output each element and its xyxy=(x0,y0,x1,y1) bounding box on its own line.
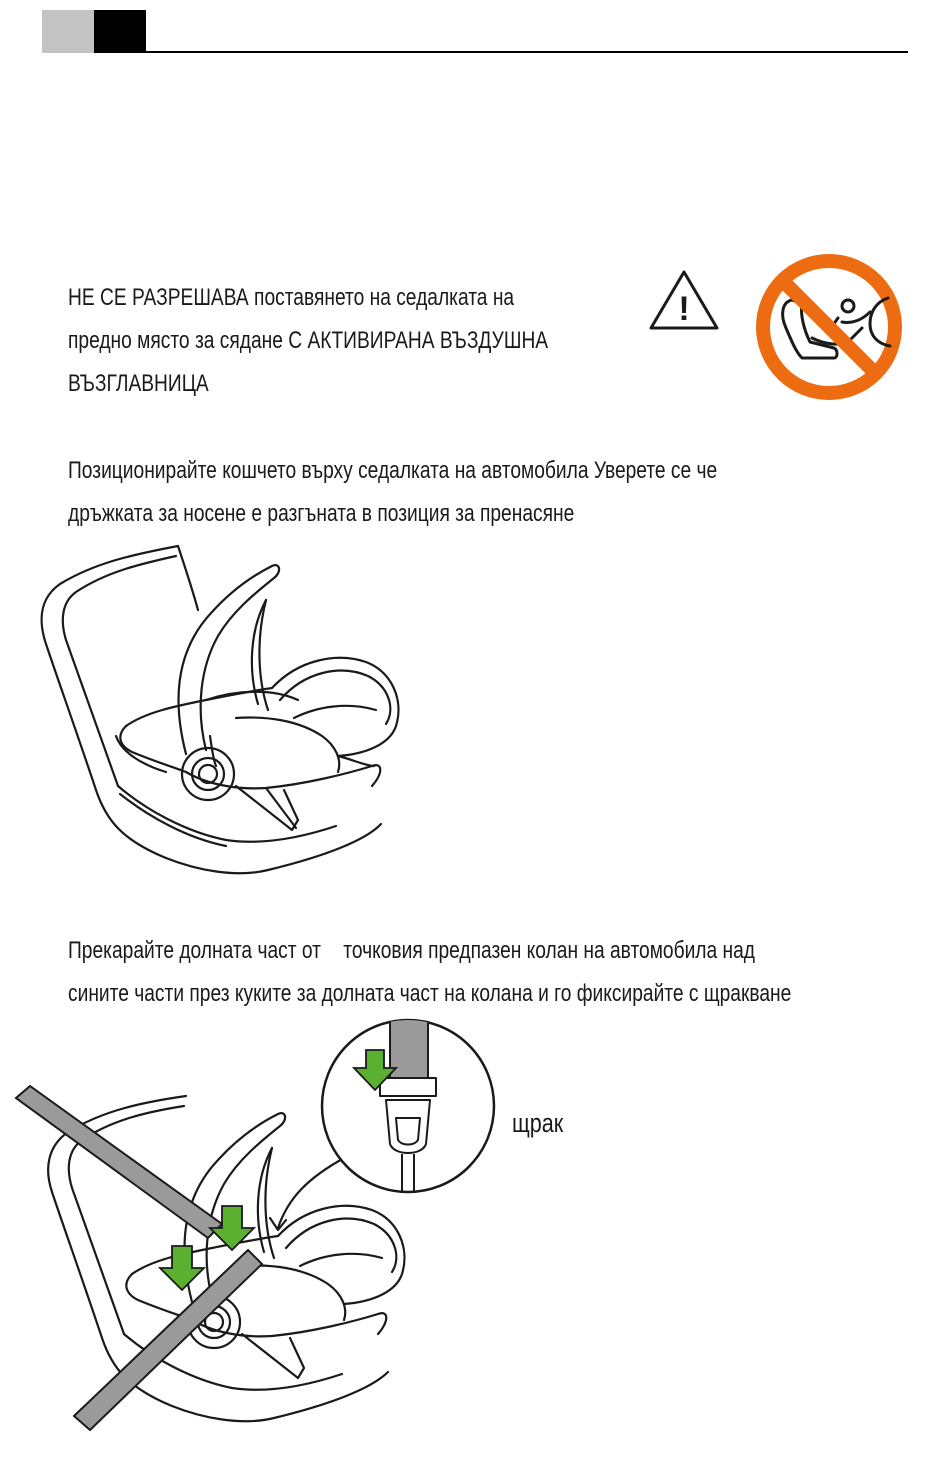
step2-line xyxy=(68,929,791,972)
green-arrow-down-icon xyxy=(160,1246,204,1290)
click-label: щрак xyxy=(512,1108,564,1138)
header-rule xyxy=(146,51,908,53)
warning-exclamation: ! xyxy=(678,290,690,328)
step2-instruction xyxy=(68,929,791,1015)
step2-line1-part-a: Прекарайте долната част от xyxy=(68,937,321,964)
warning-line: ВЪЗГЛАВНИЦА xyxy=(68,370,209,397)
no-airbag-seat-icon xyxy=(752,250,906,404)
buckle-strap xyxy=(390,1016,428,1080)
warning-line: НЕ СЕ РАЗРЕШАВА поставянето на седалката на xyxy=(68,284,515,311)
airbag-warning-text xyxy=(68,276,548,405)
step2-line: сините части през куките за долната част на колана и го фиксирайте с щракване xyxy=(68,980,792,1007)
header-tab-black xyxy=(94,10,146,53)
step1-line: дръжката за носене е разгъната в позиция за пренасяне xyxy=(68,500,575,527)
step1-instruction xyxy=(68,449,717,535)
carrier-on-seat-illustration xyxy=(36,540,416,885)
step2-line1-part-b: точковия предпазен колан на автомобила над xyxy=(343,937,756,964)
step1-line: Позиционирайте кошчето върху седалката на автомобила Уверете се че xyxy=(68,457,718,484)
warning-line: предно място за сядане С АКТИВИРАНА ВЪЗДУШНА xyxy=(68,327,549,354)
buckle-detail-inset xyxy=(318,1016,498,1196)
header-tab-grey xyxy=(42,10,94,53)
warning-triangle-icon xyxy=(648,268,720,332)
green-arrow-down-icon xyxy=(210,1206,254,1250)
